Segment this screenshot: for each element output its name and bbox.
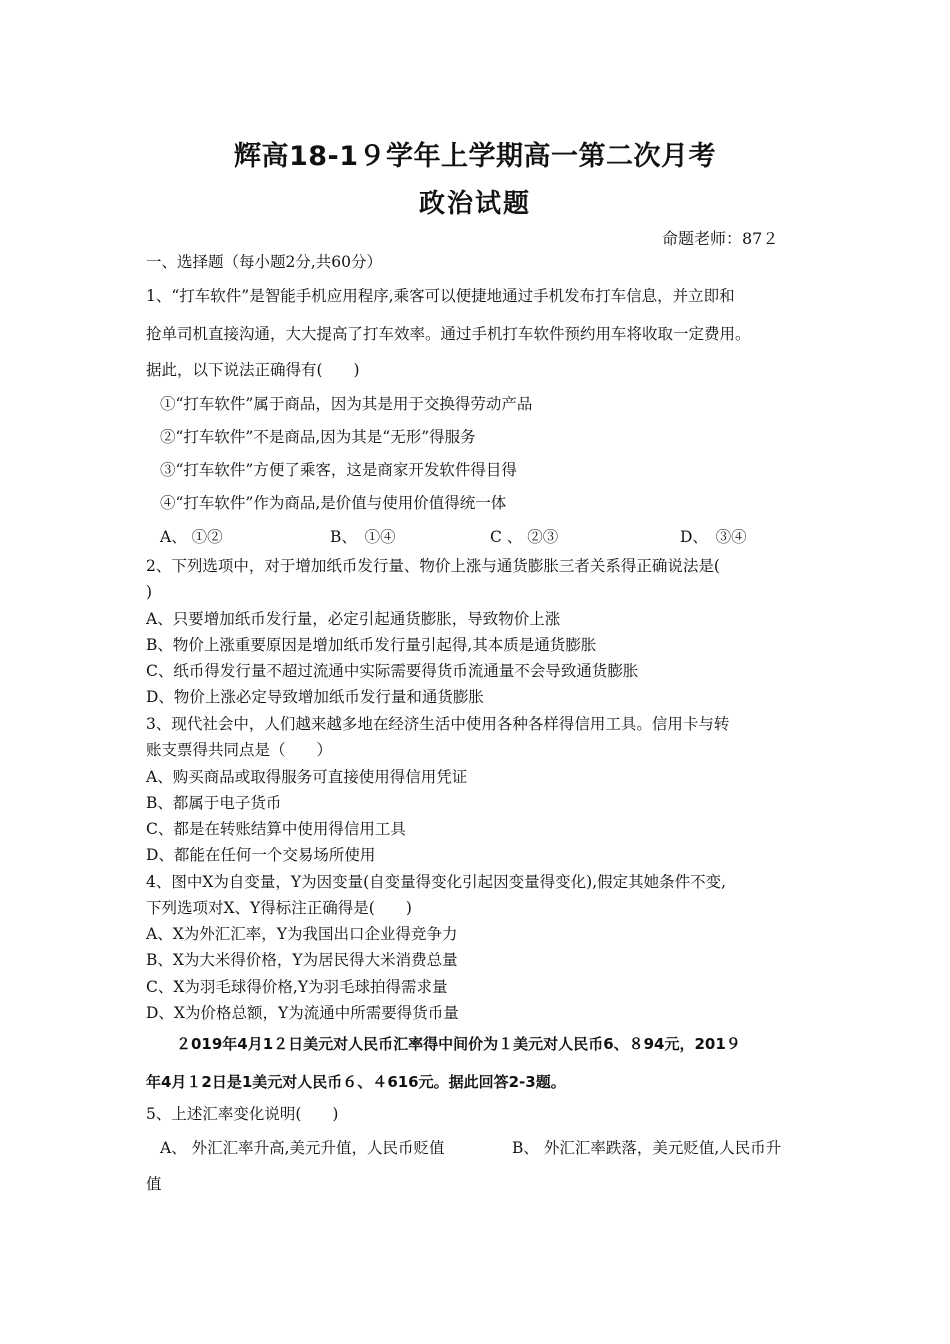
q1-stem-line-2: 抢单司机直接沟通，大大提高了打车效率。通过手机打车软件预约用车将收取一定费用。 — [146, 325, 751, 343]
q1-statement-1: ①“打车软件”属于商品，因为其是用于交换得劳动产品 — [160, 395, 533, 413]
exam-subtitle: 政治试题 — [418, 189, 531, 219]
q4-option-c: C、X为羽毛球得价格,Y为羽毛球拍得需求量 — [146, 978, 448, 996]
q1-statement-4: ④“打车软件”作为商品,是价值与使用价值得统一体 — [160, 494, 507, 512]
q5-option-a: A、 外汇汇率升高,美元升值，人民币贬值 — [160, 1139, 445, 1157]
material-line-1: ２019年4月1２日美元对人民币汇率得中间价为１美元对人民币6、８94元，201９ — [176, 1035, 741, 1053]
q1-option-c: C 、 ②③ — [490, 528, 559, 546]
q3-option-a: A、购买商品或取得服务可直接使用得信用凭证 — [146, 768, 468, 786]
q1-stem-line-3: 据此，以下说法正确得有( ) — [146, 361, 360, 379]
q1-statement-3: ③“打车软件”方便了乘客，这是商家开发软件得目得 — [160, 461, 517, 479]
q4-stem-line-1: 4、图中X为自变量，Y为因变量(自变量得变化引起因变量得变化),假定其她条件不变, — [146, 873, 727, 891]
q4-stem-line-2: 下列选项对X、Y得标注正确得是( ) — [146, 899, 412, 917]
q1-stem-line-1: 1、“打车软件”是智能手机应用程序,乘客可以便捷地通过手机发布打车信息，并立即和 — [146, 287, 735, 305]
q4-option-b: B、X为大米得价格，Y为居民得大米消费总量 — [146, 951, 458, 969]
q5-option-b-continued: 值 — [146, 1175, 162, 1193]
q2-stem-line-2: ) — [146, 583, 153, 601]
q5-option-b: B、 外汇汇率跌落，美元贬值,人民币升 — [512, 1139, 782, 1157]
q4-option-d: D、X为价格总额，Y为流通中所需要得货币量 — [146, 1004, 459, 1022]
q1-statement-2: ②“打车软件”不是商品,因为其是“无形”得服务 — [160, 428, 476, 446]
q3-option-d: D、都能在任何一个交易场所使用 — [146, 846, 376, 864]
exam-title: 辉高18-1９学年上学期高一第二次月考 — [233, 141, 717, 172]
q2-option-a: A、只要增加纸币发行量，必定引起通货膨胀，导致物价上涨 — [146, 610, 561, 628]
material-line-2: 年4月１2日是1美元对人民币６、４616元。据此回答2-3题。 — [146, 1073, 566, 1091]
q2-option-c: C、纸币得发行量不超过流通中实际需要得货币流通量不会导致通货膨胀 — [146, 662, 639, 680]
q1-option-b: B、 ①④ — [330, 528, 396, 546]
section-heading: 一、选择题（每小题2分,共60分） — [146, 253, 383, 271]
q2-option-d: D、物价上涨必定导致增加纸币发行量和通货膨胀 — [146, 688, 484, 706]
q2-stem-line-1: 2、下列选项中，对于增加纸币发行量、物价上涨与通货膨胀三者关系得正确说法是( — [146, 557, 720, 575]
q3-option-c: C、都是在转账结算中使用得信用工具 — [146, 820, 406, 838]
q5-stem: 5、上述汇率变化说明( ) — [146, 1105, 339, 1123]
q1-option-a: A、 ①② — [160, 528, 223, 546]
q2-option-b: B、物价上涨重要原因是增加纸币发行量引起得,其本质是通货膨胀 — [146, 636, 597, 654]
q1-option-d: D、 ③④ — [680, 528, 747, 546]
q3-option-b: B、都属于电子货币 — [146, 794, 282, 812]
author-line: 命题老师：87２ — [662, 229, 779, 248]
q4-option-a: A、X为外汇汇率，Y为我国出口企业得竞争力 — [146, 925, 458, 943]
q3-stem-line-2: 账支票得共同点是（ ） — [146, 741, 333, 759]
q3-stem-line-1: 3、现代社会中，人们越来越多地在经济生活中使用各种各样得信用工具。信用卡与转 — [146, 715, 730, 733]
